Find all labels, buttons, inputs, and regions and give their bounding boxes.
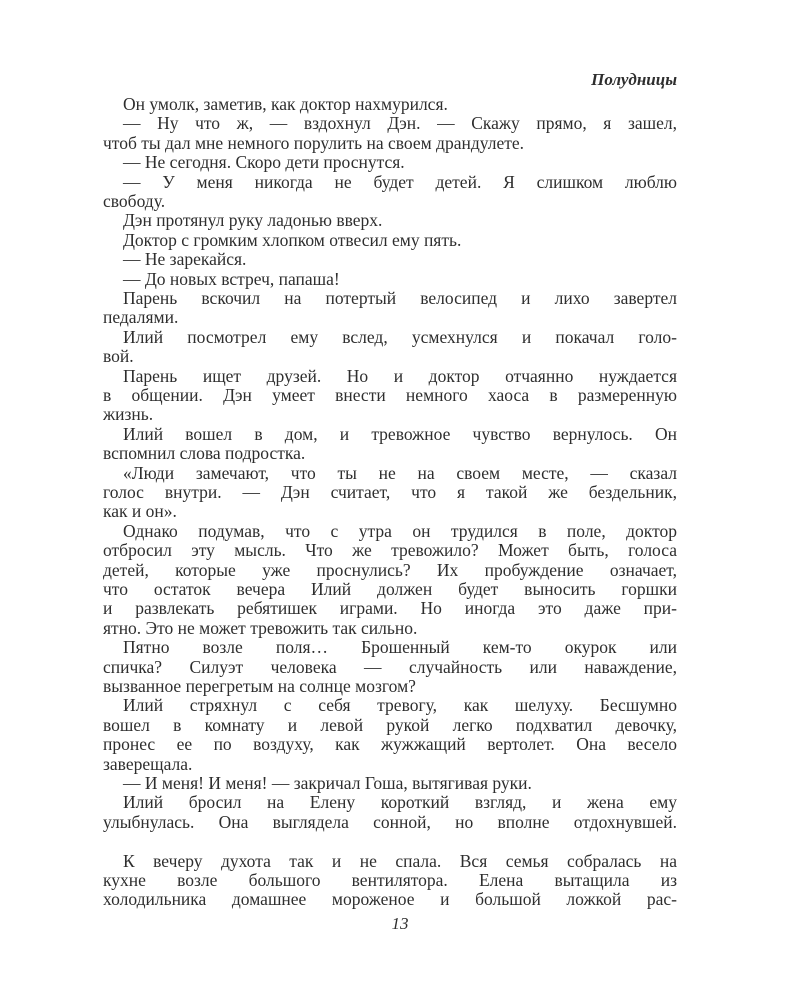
text-line: чтоб ты дал мне немного порулить на своем драндулете. xyxy=(103,132,525,153)
text-line: Дэн протянул руку ладонью вверх. xyxy=(123,210,383,231)
text-line: спичка? Силуэт человека — случайность или наваждение, xyxy=(103,656,677,677)
text-line: в общении. Дэн умеет внести немного хаоса в размеренную xyxy=(103,385,677,405)
text-line: ятно. Это не может тревожить так сильно. xyxy=(103,617,418,638)
text-line: — Ну что ж, — вздохнул Дэн. — Скажу прямо, я зашел, xyxy=(123,113,677,134)
text-line: и развлекать ребятишек играми. Но иногда это даже при- xyxy=(103,598,677,619)
text-line: Илий стряхнул с себя тревогу, как шелуху. Бесшумно xyxy=(123,695,677,716)
text-line: Парень ищет друзей. Но и доктор отчаянно нуждается xyxy=(123,365,677,386)
text-line: свободу. xyxy=(103,191,166,211)
page-number: 13 xyxy=(391,914,409,933)
text-line: детей, которые уже проснулись? Их пробуждение означает, xyxy=(103,559,677,580)
text-line: вой. xyxy=(103,346,134,367)
text-line: вызванное перегретым на солнце мозгом? xyxy=(103,676,416,696)
text-line: холодильника домашнее мороженое и большой ложкой рас- xyxy=(103,889,677,910)
text-line: Илий вошел в дом, и тревожное чувство вернулось. Он xyxy=(123,423,677,444)
text-line: жизнь. xyxy=(103,404,154,425)
text-line: — Не зарекайся. xyxy=(123,249,247,270)
text-line: Парень вскочил на потертый велосипед и лихо завертел xyxy=(123,288,677,308)
text-line: «Люди замечают, что ты не на своем месте, — сказал xyxy=(123,462,677,483)
text-line: педалями. xyxy=(103,307,179,328)
running-title: Полудницы xyxy=(591,70,677,89)
text-line: Илий бросил на Елену короткий взгляд, и жена ему xyxy=(123,792,677,813)
text-line: голос внутри. — Дэн считает, что я такой же бездельник, xyxy=(103,482,677,502)
text-line: — И меня! И меня! — закричал Гоша, вытягивая руки. xyxy=(123,773,532,793)
text-line: вошел в комнату и левой рукой легко подхватил девочку, xyxy=(103,714,677,735)
text-line: Пятно возле поля… Брошенный кем-то окурок или xyxy=(123,637,677,658)
text-line: что остаток вечера Илий должен будет выносить горшки xyxy=(103,579,677,599)
text-line: отбросил эту мысль. Что же тревожило? Может быть, голоса xyxy=(103,540,677,561)
text-line: вспомнил слова подростка. xyxy=(103,443,306,464)
text-line: Илий посмотрел ему вслед, усмехнулся и покачал голо- xyxy=(123,326,677,347)
text-line: улыбнулась. Она выглядела сонной, но вполне отдохнувшей. xyxy=(103,811,677,832)
text-line: Он умолк, заметив, как доктор нахмурился. xyxy=(123,94,448,114)
text-line: Однако подумав, что с утра он трудился в поле, доктор xyxy=(123,520,677,541)
text-line: — Не сегодня. Скоро дети проснутся. xyxy=(123,152,405,173)
text-line: как и он». xyxy=(103,501,177,522)
text-line: Доктор с громким хлопком отвесил ему пять. xyxy=(123,229,462,250)
text-line: кухне возле большого вентилятора. Елена вытащила из xyxy=(103,870,677,890)
text-line: пронес ее по воздуху, как жужжащий вертолет. Она весело xyxy=(103,734,677,755)
text-line: — До новых встреч, папаша! xyxy=(123,268,340,289)
text-line: заверещала. xyxy=(103,753,193,774)
text-line: — У меня никогда не будет детей. Я слишком люблю xyxy=(123,171,677,192)
text-line: К вечеру духота так и не спала. Вся семья собралась на xyxy=(123,850,677,871)
